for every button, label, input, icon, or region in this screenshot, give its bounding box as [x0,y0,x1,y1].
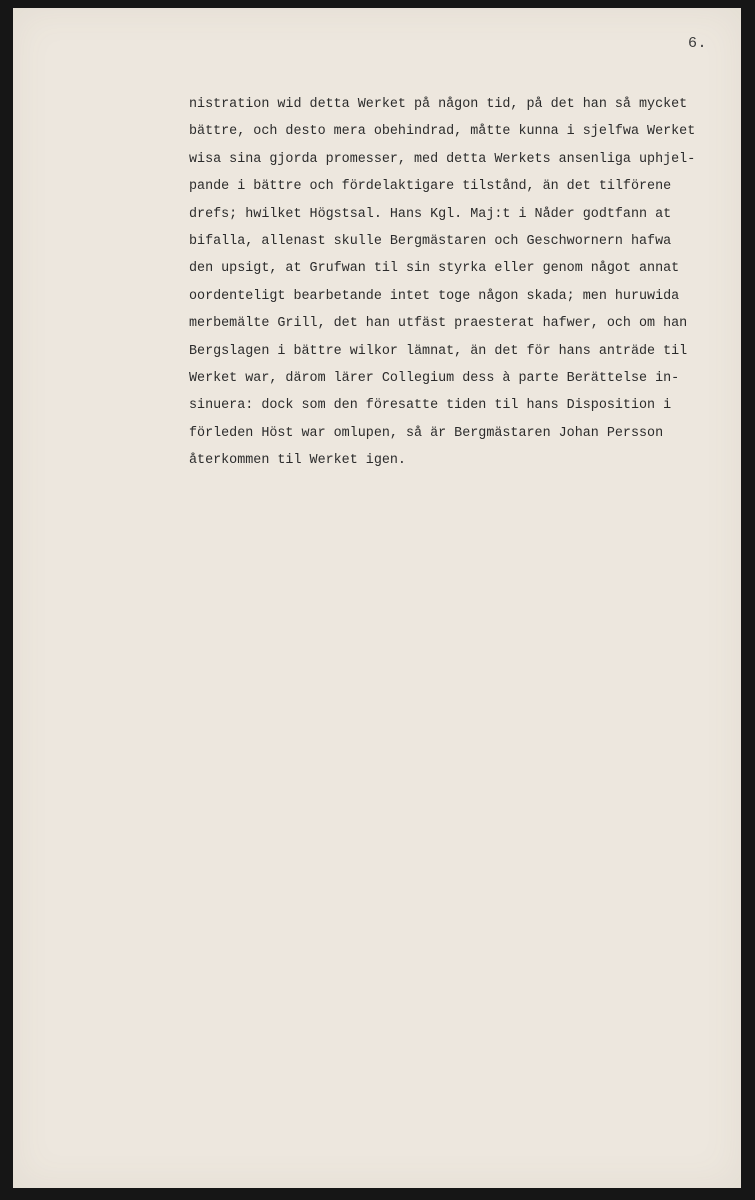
text-line: bifalla, allenast skulle Bergmästaren och Geschwornern hafwa [189,233,672,249]
body-text [189,91,729,474]
text-line: förleden Höst war omlupen, så är Bergmästaren Johan Persson [189,425,664,441]
text-line: den upsigt, at Grufwan til sin styrka eller genom något annat [189,261,680,277]
text-line: sinuera: dock som den föresatte tiden til hans Disposition i [189,398,672,414]
text-line: drefs; hwilket Högstsal. Hans Kgl. Maj:t i Nåder godtfann at [189,206,672,222]
text-line: Werket war, därom lärer Collegium dess à parte Berättelse in- [189,370,680,386]
text-line: pande i bättre och fördelaktigare tilstånd, än det tilförene [189,179,672,195]
text-line: bättre, och desto mera obehindrad, måtte kunna i sjelfwa Werket [189,124,696,140]
text-line: merbemälte Grill, det han utfäst praesterat hafwer, och om han [189,316,688,332]
text-line: nistration wid detta Werket på någon tid, på det han så mycket [189,97,688,112]
text-line: oordenteligt bearbetande intet toge någon skada; men huruwida [189,288,680,304]
text-line: wisa sina gjorda promesser, med detta Werkets ansenliga uphjel- [189,151,696,167]
page-number: 6. [688,35,708,52]
text-line: återkommen til Werket igen. [189,453,406,469]
text-line: Bergslagen i bättre wilkor lämnat, än det för hans anträde til [189,343,688,359]
